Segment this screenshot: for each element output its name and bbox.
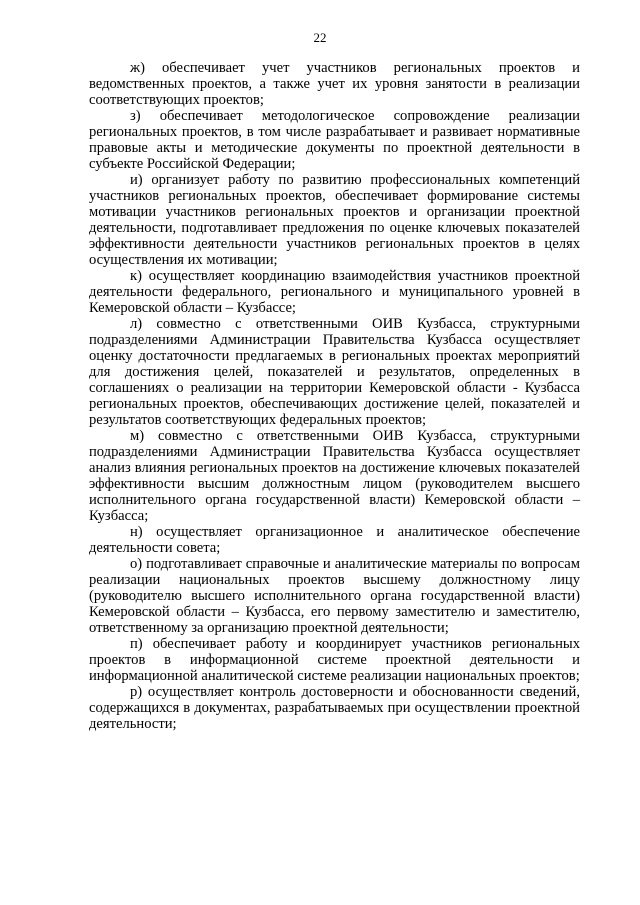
paragraph-m: м) совместно с ответственными ОИВ Кузбасса, структурными подразделениями Администрации Правительства Кузбасса осуществляет анализ влияния региональных проектов на достижение ключевых показателей эффективности высшим должностным лицом (руководителем высшего исполнительного органа государственной власти) Кемеровской области – Кузбасса; <box>89 428 580 524</box>
paragraph-p: п) обеспечивает работу и координирует участников региональных проектов в информационной системе проектной деятельности и информационной аналитической системе реализации национальных проектов; <box>89 636 580 684</box>
paragraph-z: з) обеспечивает методологическое сопровождение реализации региональных проектов, в том числе разрабатывает и развивает нормативные правовые акты и методические документы по проектной деятельности в субъекте Российской Федерации; <box>89 108 580 172</box>
paragraph-k: к) осуществляет координацию взаимодействия участников проектной деятельности федерального, регионального и муниципального уровней в Кемеровской области – Кузбассе; <box>89 268 580 316</box>
paragraph-l: л) совместно с ответственными ОИВ Кузбасса, структурными подразделениями Администрации Правительства Кузбасса осуществляет оценку достаточности предлагаемых в региональных проектах мероприятий для достижения целей, показателей и результатов, определенных в соглашениях о реализации на территории Кемеровской области - Кузбасса региональных проектов, обеспечивающих достижение целей, показателей и результатов соответствующих федеральных проектов; <box>89 316 580 428</box>
paragraph-r: р) осуществляет контроль достоверности и обоснованности сведений, содержащихся в документах, разрабатываемых при осуществлении проектной деятельности; <box>89 684 580 732</box>
paragraph-o: о) подготавливает справочные и аналитические материалы по вопросам реализации национальных проектов высшему должностному лицу (руководителю высшего исполнительного органа государственной власти) Кемеровской области – Кузбасса, его первому заместителю и заместителю, ответственному за организацию проектной деятельности; <box>89 556 580 636</box>
document-body <box>89 60 580 732</box>
paragraph-i: и) организует работу по развитию профессиональных компетенций участников региональных проектов, обеспечивает формирование системы мотивации участников региональных проектов и организации проектной деятельности, подготавливает предложения по оценке ключевых показателей эффективности деятельности участников региональных проектов в целях осуществления их мотивации; <box>89 172 580 268</box>
paragraph-zh: ж) обеспечивает учет участников региональных проектов и ведомственных проектов, а также учет их уровня занятости в реализации соответствующих проектов; <box>89 60 580 108</box>
page-number: 22 <box>313 30 327 45</box>
paragraph-n: н) осуществляет организационное и аналитическое обеспечение деятельности совета; <box>89 524 580 556</box>
